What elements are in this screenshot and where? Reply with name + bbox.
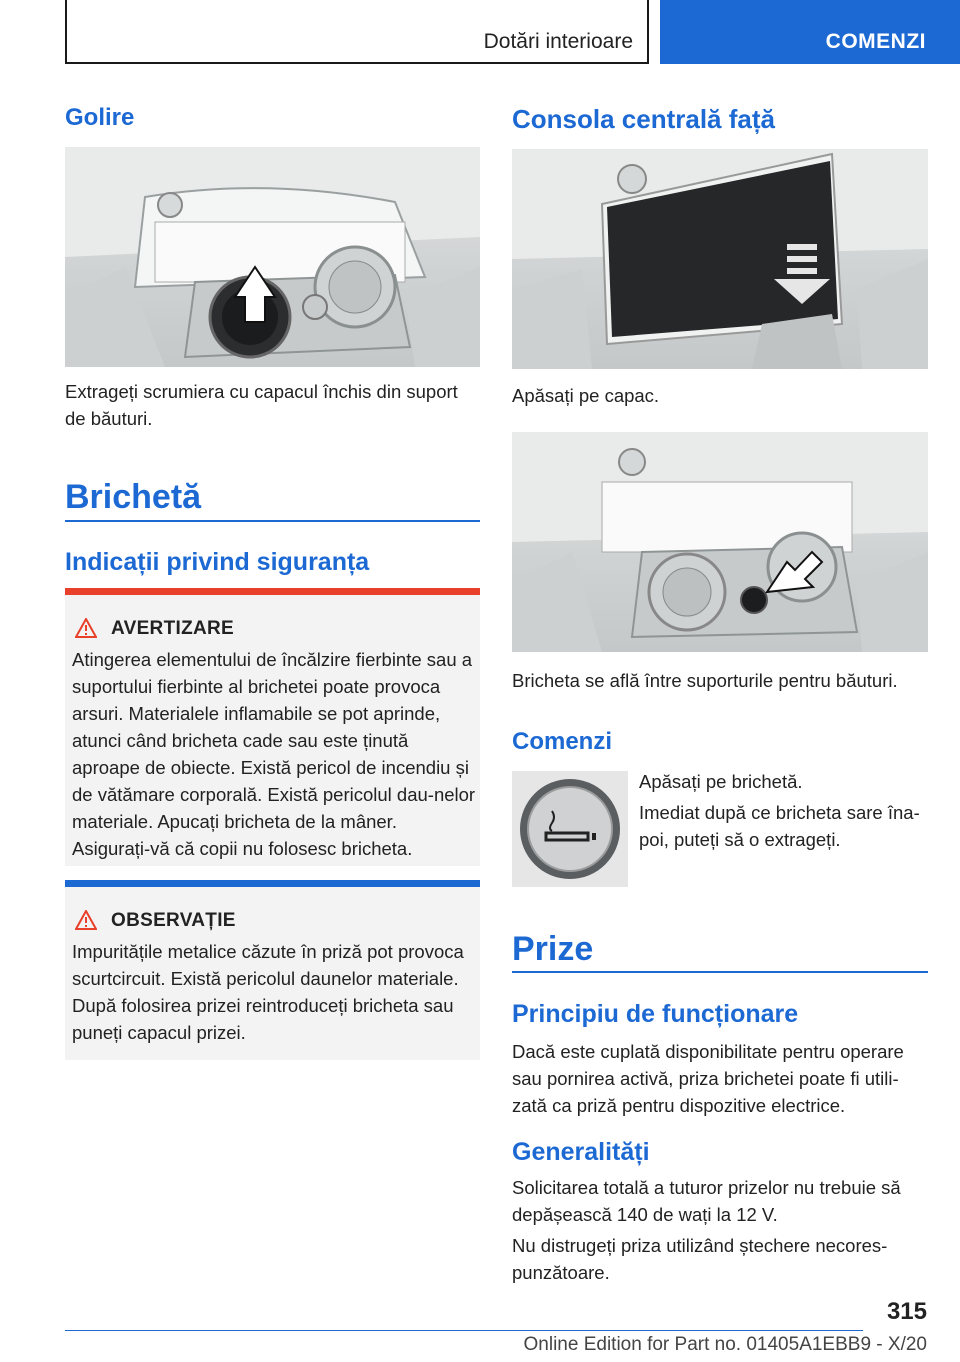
notice-bar [65, 880, 480, 887]
notice-box [65, 880, 480, 1060]
header-chapter-tab [660, 0, 960, 64]
consola-heading: Consola centrală față [512, 104, 775, 134]
generalitati-text-2: Nu distrugeți priza utilizând ștechere necores‐punzătoare. [512, 1235, 888, 1283]
header-section-tab [65, 0, 649, 64]
generalitati-text-1: Solicitarea totală a tuturor prizelor nu trebuie să depășească 140 de wați la 12 V. [512, 1177, 901, 1225]
warning-box [65, 588, 480, 866]
indicatii-heading: Indicații privind siguranța [65, 548, 370, 576]
lighter-location-image [512, 432, 928, 652]
console-cover-image [512, 149, 928, 369]
warning-text: Atingerea elementului de încălzire fierbinte sau a suportului fierbinte al brichetei poate provoca arsuri. Materialele inflamabile se pot aprinde, atunci când bricheta cade sau este ținută aproape de obiecte. Există pericol de incendiu și de vătămare corporală. Există pericolul dau‐nelor materiale. Apucați bricheta de la mâner. Asigurați-vă că copii nu folosesc bricheta. [72, 649, 476, 859]
golire-heading: Golire [65, 104, 135, 131]
principiu-heading: Principiu de funcționare [512, 1000, 799, 1028]
lighter-button-image [512, 771, 628, 887]
header-section-label: Dotări interioare [483, 30, 633, 53]
warning-triangle-icon [75, 618, 97, 643]
warning-bar [65, 588, 480, 595]
generalitati-heading: Generalități [512, 1138, 650, 1166]
notice-text: Impuritățile metalice căzute în priză pot provoca scurtcircuit. Există pericolul daunelor materiale. După folosirea prizei reintroduceți bricheta sau puneți capacul prizei. [72, 941, 464, 1043]
bricheta-rule [65, 520, 480, 522]
footer-rule [65, 1330, 863, 1331]
comenzi-heading: Comenzi [512, 728, 613, 755]
page-number: 315 [886, 1298, 927, 1325]
footer-edition: Online Edition for Part no. 01405A1EBB9 - X/20 [523, 1334, 927, 1355]
golire-instruction: Extrageți scrumiera cu capacul închis din suport de băuturi. [65, 381, 458, 429]
comenzi-step-2: Imediat după ce bricheta sare îna‐poi, puteți să o extrageți. [639, 802, 920, 850]
prize-heading: Prize [512, 930, 594, 968]
ashtray-removal-image [65, 147, 480, 367]
apasati-capac-text: Apăsați pe capac. [512, 385, 660, 406]
comenzi-step-1: Apăsați pe brichetă. [639, 771, 803, 792]
principiu-text: Dacă este cuplată disponibilitate pentru operare sau pornirea activă, priza brichetei poate fi utili‐zată ca priză pentru dispozitive electrice. [512, 1041, 904, 1116]
bricheta-location-text: Bricheta se află între suporturile pentru băuturi. [512, 670, 898, 691]
notice-triangle-icon [75, 910, 97, 935]
header-chapter-label: COMENZI [825, 30, 926, 53]
bricheta-heading: Brichetă [65, 478, 202, 516]
prize-rule [512, 971, 928, 973]
warning-title: AVERTIZARE [111, 618, 234, 639]
notice-title: OBSERVAȚIE [111, 910, 236, 931]
